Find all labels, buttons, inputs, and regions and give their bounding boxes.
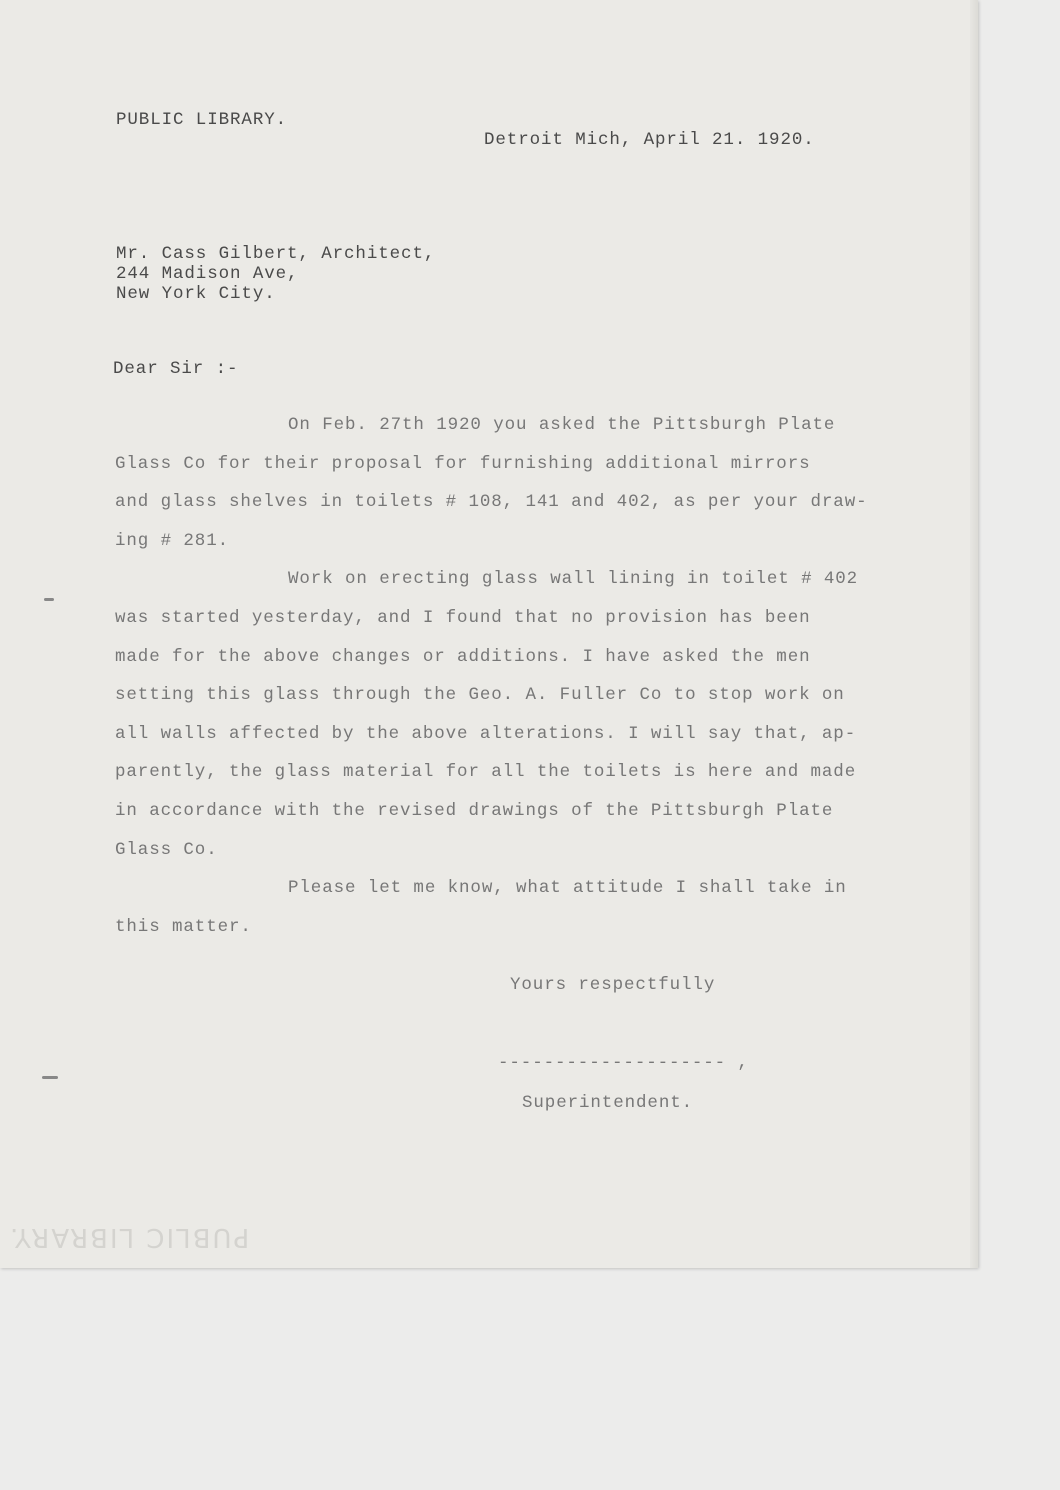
recipient-line: New York City. [116,284,276,304]
body-line: ing # 281. [115,531,230,551]
body-line: all walls affected by the above alterations. I will say that, ap- [115,724,857,744]
body-line: this matter. [115,917,252,937]
body-line: On Feb. 27th 1920 you asked the Pittsburgh Plate [288,415,836,435]
body-line: made for the above changes or additions. I have asked the men [115,647,811,667]
letterhead: PUBLIC LIBRARY. [116,110,288,130]
page-mark [44,598,54,601]
page-mark [42,1076,58,1079]
body-line: and glass shelves in toilets # 108, 141 and 402, as per your draw- [115,492,868,512]
body-line: Glass Co for their proposal for furnishing additional mirrors [115,454,811,474]
body-line: was started yesterday, and I found that no provision has been [115,608,811,628]
closing: Yours respectfully [510,975,716,995]
archive-stamp: PUBLIC LIBRARY. [8,1222,250,1252]
body-line: parently, the glass material for all the toilets is here and made [115,762,857,782]
signature-line: -------------------- , [498,1053,749,1073]
body-line: Glass Co. [115,840,218,860]
body-line: setting this glass through the Geo. A. Fuller Co to stop work on [115,685,845,705]
salutation: Dear Sir :- [113,359,239,379]
recipient-line: Mr. Cass Gilbert, Architect, [116,244,436,264]
body-line: Work on erecting glass wall lining in toilet # 402 [288,569,859,589]
body-line: Please let me know, what attitude I shall take in [288,878,847,898]
page-edge [970,0,978,1268]
dateline: Detroit Mich, April 21. 1920. [484,130,815,150]
signature-title: Superintendent. [522,1093,694,1113]
recipient-line: 244 Madison Ave, [116,264,299,284]
body-line: in accordance with the revised drawings of the Pittsburgh Plate [115,801,834,821]
